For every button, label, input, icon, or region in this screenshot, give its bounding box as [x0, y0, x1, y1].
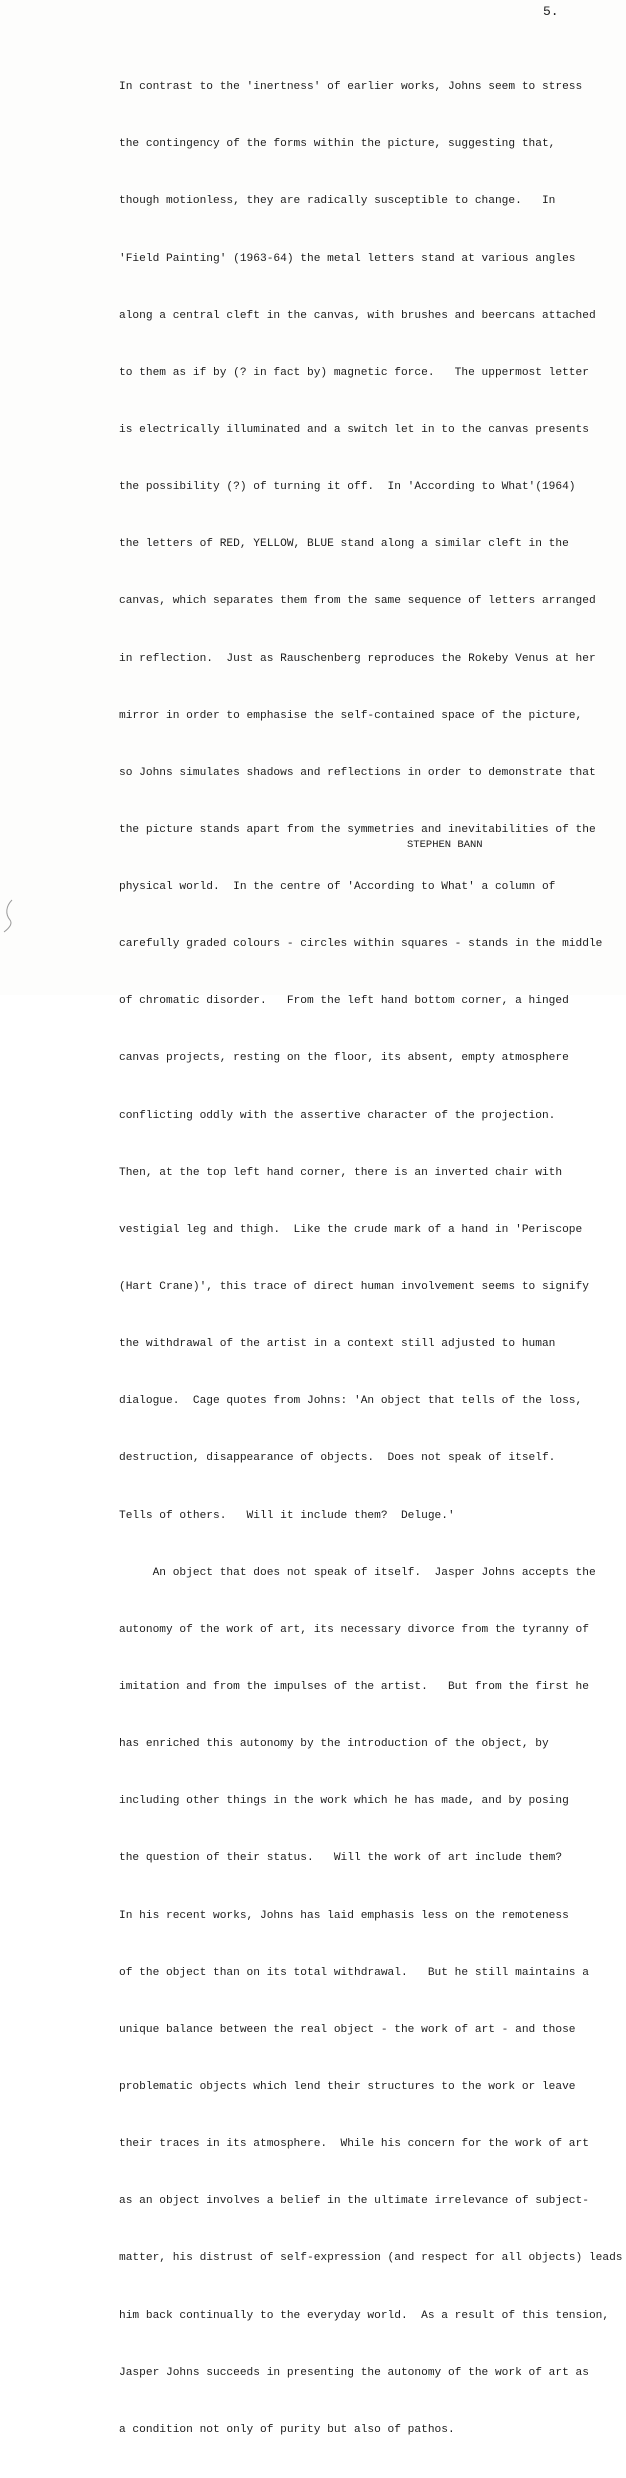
text-line: the letters of RED, YELLOW, BLUE stand along a similar cleft in the [119, 538, 569, 551]
text-line: 'Field Painting' (1963-64) the metal letters stand at various angles [119, 252, 576, 265]
text-line: mirror in order to emphasise the self-contained space of the picture, [119, 709, 583, 722]
text-line: physical world. In the centre of 'According to What' a column of [119, 881, 556, 894]
text-line: destruction, disappearance of objects. Does not speak of itself. [119, 1452, 556, 1465]
text-line: dialogue. Cage quotes from Johns: 'An object that tells of the loss, [119, 1395, 583, 1408]
text-line: the question of their status. Will the work of art include them? [119, 1852, 563, 1865]
margin-mark-icon [2, 898, 16, 934]
text-line: their traces in its atmosphere. While his concern for the work of art [119, 2138, 589, 2151]
text-line: unique balance between the real object - the work of art - and those [119, 2023, 576, 2036]
text-line: of the object than on its total withdrawal. But he still maintains a [119, 1966, 589, 1979]
text-line: (Hart Crane)', this trace of direct human involvement seems to signify [119, 1281, 589, 1294]
text-line: Then, at the top left hand corner, there is an inverted chair with [119, 1166, 563, 1179]
text-line: has enriched this autonomy by the introduction of the object, by [119, 1738, 549, 1751]
text-line: to them as if by (? in fact by) magnetic force. The uppermost letter [119, 366, 589, 379]
text-line: vestigial leg and thigh. Like the crude mark of a hand in 'Periscope [119, 1223, 583, 1236]
text-line: In contrast to the 'inertness' of earlier works, Johns seem to stress [119, 81, 583, 94]
text-line: is electrically illuminated and a switch let in to the canvas presents [119, 423, 589, 436]
text-line: imitation and from the impulses of the artist. But from the first he [119, 1681, 589, 1694]
text-line: in reflection. Just as Rauschenberg reproduces the Rokeby Venus at her [119, 652, 596, 665]
text-line: the picture stands apart from the symmetries and inevitabilities of the [119, 823, 596, 836]
text-line: canvas, which separates them from the same sequence of letters arranged [119, 595, 596, 608]
text-line: though motionless, they are radically susceptible to change. In [119, 195, 556, 208]
text-line: of chromatic disorder. From the left hand bottom corner, a hinged [119, 995, 569, 1008]
text-line: the possibility (?) of turning it off. In 'According to What'(1964) [119, 481, 576, 494]
text-line: along a central cleft in the canvas, with brushes and beercans attached [119, 309, 596, 322]
text-line: so Johns simulates shadows and reflections in order to demonstrate that [119, 766, 596, 779]
text-line: him back continually to the everyday world. As a result of this tension, [119, 2309, 610, 2322]
page-number: 5. [543, 4, 559, 19]
text-line: An object that does not speak of itself. Jasper Johns accepts the [119, 1566, 596, 1579]
text-line: carefully graded colours - circles within squares - stands in the middle [119, 938, 603, 951]
text-line: the contingency of the forms within the picture, suggesting that, [119, 138, 556, 151]
text-line: In his recent works, Johns has laid emphasis less on the remoteness [119, 1909, 569, 1922]
text-line: a condition not only of purity but also of pathos. [119, 2423, 455, 2436]
body-text [119, 40, 623, 2478]
text-line: Jasper Johns succeeds in presenting the autonomy of the work of art as [119, 2366, 589, 2379]
text-line: Tells of others. Will it include them? Deluge.' [119, 1509, 455, 1522]
text-line: autonomy of the work of art, its necessary divorce from the tyranny of [119, 1623, 589, 1636]
text-line: canvas projects, resting on the floor, its absent, empty atmosphere [119, 1052, 569, 1065]
text-line: problematic objects which lend their structures to the work or leave [119, 2081, 576, 2094]
text-line: the withdrawal of the artist in a context still adjusted to human [119, 1338, 556, 1351]
text-line: conflicting oddly with the assertive character of the projection. [119, 1109, 556, 1122]
text-line: including other things in the work which he has made, and by posing [119, 1795, 569, 1808]
text-line: matter, his distrust of self-expression (and respect for all objects) leads [119, 2252, 623, 2265]
author-signature: STEPHEN BANN [407, 839, 483, 851]
text-line: as an object involves a belief in the ultimate irrelevance of subject- [119, 2195, 589, 2208]
